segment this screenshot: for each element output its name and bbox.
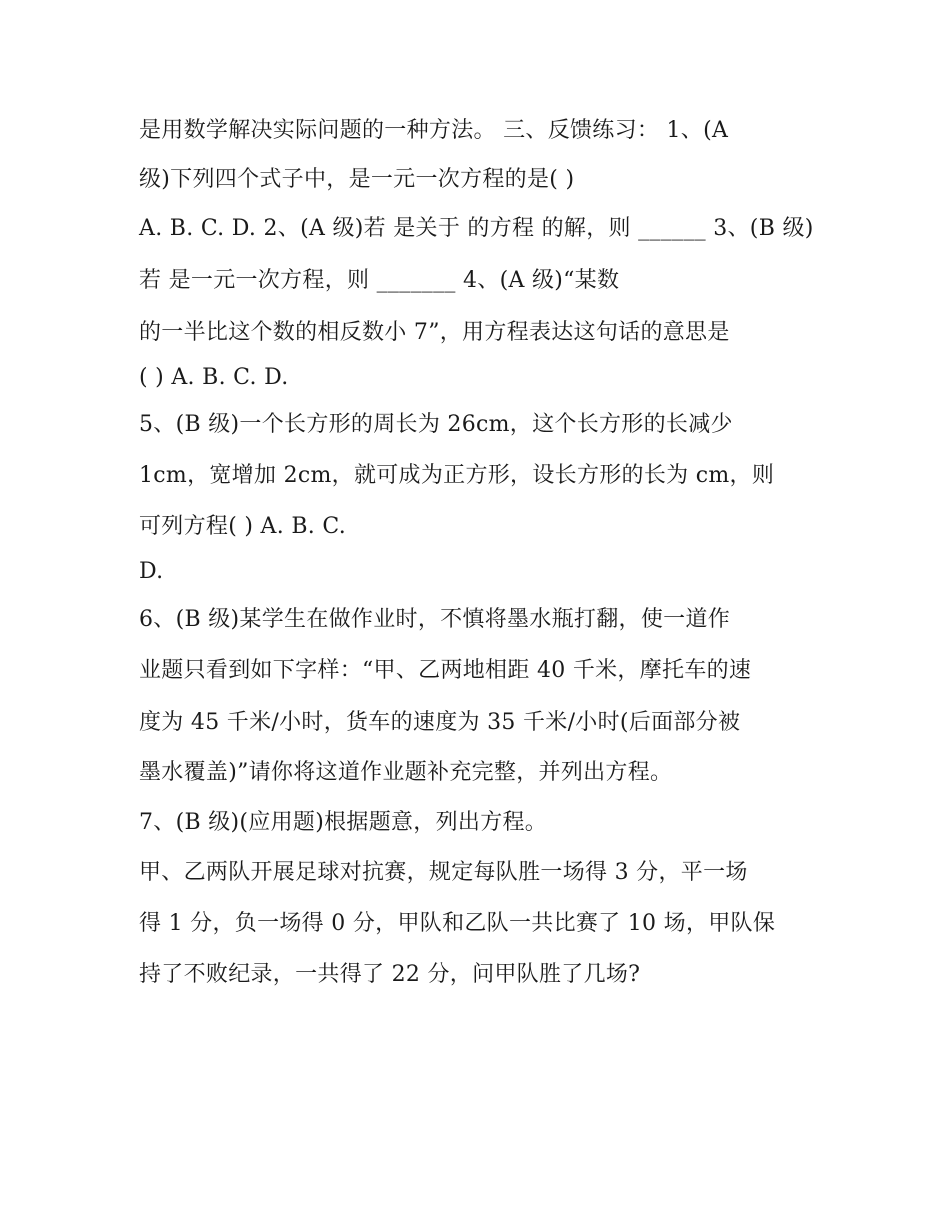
text-line: 级)下列四个式子中，是一元一次方程的是( ) [139, 167, 575, 192]
text-line: 的一半比这个数的相反数小 7”，用方程表达这句话的意思是 [139, 320, 730, 345]
text-line: 墨水覆盖)”请你将这道作业题补充完整，并列出方程。 [139, 760, 673, 785]
text-line: 可列方程( ) A. B. C. [139, 514, 347, 539]
text-line: 1cm，宽增加 2cm，就可成为正方形，设长方形的长为 cm，则 [139, 463, 775, 488]
text-line: D. [139, 559, 164, 584]
text-line: 6、(B 级)某学生在做作业时，不慎将墨水瓶打翻，使一道作 [139, 607, 731, 632]
text-line: 7、(B 级)(应用题)根据题意，列出方程。 [139, 810, 548, 835]
text-line: 度为 45 千米/小时，货车的速度为 35 千米/小时(后面部分被 [139, 710, 741, 735]
text-line: 得 1 分，负一场得 0 分，甲队和乙队一共比赛了 10 场，甲队保 [139, 911, 776, 936]
text-line: 甲、乙两队开展足球对抗赛，规定每队胜一场得 3 分，平一场 [139, 860, 748, 885]
text-line: 是用数学解决实际问题的一种方法。 三、反馈练习： 1、(A [139, 118, 729, 143]
text-line: A. B. C. D. 2、(A 级)若 是关于 的方程 的解，则 ______ 3、(B 级) [139, 216, 814, 241]
text-line: 若 是一元一次方程，则 _______ 4、(A 级)“某数 [139, 268, 620, 293]
text-line: 业题只看到如下字样：“甲、乙两地相距 40 千米，摩托车的速 [139, 658, 752, 683]
text-line: 5、(B 级)一个长方形的周长为 26cm，这个长方形的长减少 [139, 412, 733, 437]
text-line: 持了不败纪录，一共得了 22 分，问甲队胜了几场? [139, 962, 641, 987]
text-line: ( ) A. B. C. D. [139, 365, 289, 390]
